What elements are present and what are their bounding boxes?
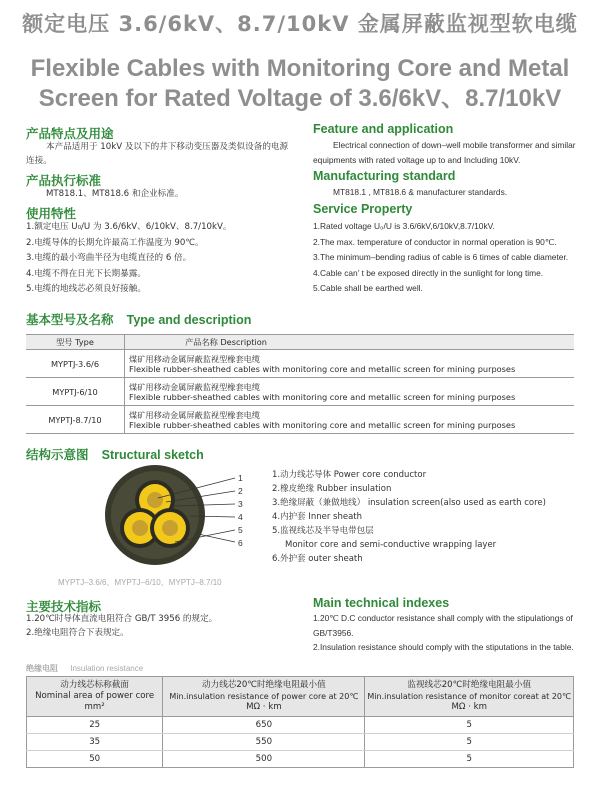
core-conductor-shape: [147, 492, 163, 508]
page-title-en-line1: Flexible Cables with Monitoring Core and Metal: [30, 55, 570, 82]
description-column-header: 产品名称 Description: [125, 335, 575, 350]
technical-item-cn: 1.20℃时导体直流电阻符合 GB/T 3956 的规定。: [26, 614, 218, 624]
types-heading: [26, 309, 251, 328]
monitor-cell: 5: [365, 734, 574, 751]
monitor-cell: 5: [365, 751, 574, 768]
table-row: [26, 350, 574, 378]
type-model: MYPTJ-6/10: [26, 378, 125, 406]
type-column-header: 型号 Type: [26, 335, 125, 350]
table-row: [27, 734, 574, 751]
cable-cross-section: [100, 462, 270, 572]
legend-item: 6.外护套 outer sheath: [272, 554, 363, 564]
technical-item-cn: 2.绝缘电阻符合下表规定。: [26, 628, 129, 638]
standard-heading-cn: 产品执行标准: [26, 173, 102, 188]
standard-heading-en: Manufacturing standard: [313, 169, 456, 183]
area-column-header: [27, 677, 163, 717]
power-column-header: [163, 677, 365, 717]
power-header-unit: MΩ · km: [246, 702, 282, 712]
leader-number: 1: [238, 473, 243, 483]
sketch-heading-cn: 结构示意图: [26, 447, 89, 462]
type-description-cn: 煤矿用移动金属屏蔽监视型橡套电缆: [129, 409, 261, 420]
technical-heading-en: Main technical indexes: [313, 596, 450, 610]
type-description-en: Flexible rubber-sheathed cables with monitoring core and metallic screen for mining purposes: [129, 391, 516, 402]
property-item-en: 5.Cable shall be earthed well.: [313, 283, 423, 293]
power-cell: 500: [163, 751, 365, 768]
property-item-cn: 2.电缆导体的长期允许最高工作温度为 90℃。: [26, 237, 204, 248]
power-header-cn: 动力线芯20℃时绝缘电阻最小值: [202, 680, 326, 690]
property-list-cn: [26, 220, 306, 298]
leader-number: 2: [238, 486, 243, 496]
legend-item: 4.内护套 Inner sheath: [272, 512, 362, 522]
leader-number: 3: [238, 499, 243, 509]
insulation-caption-en: Insulation resistance: [70, 664, 144, 673]
table-row: [27, 751, 574, 768]
property-item-cn: 1.额定电压 U₀/U 为 3.6/6kV、6/10kV、8.7/10kV。: [26, 222, 232, 232]
technical-heading-cn: 主要技术指标: [26, 599, 102, 614]
property-item-en: 4.Cable can’ t be exposed directly in the sunlight for long time.: [313, 267, 544, 278]
property-heading-en: Service Property: [313, 202, 413, 216]
page-title-en-line2: Screen for Rated Voltage of 3.6/6kV、8.7/10kV: [38, 85, 562, 112]
insulation-table-header: [27, 677, 574, 717]
property-item-en: 3.The minimum–bending radius of cable is 6 times of cable diameter.: [313, 252, 569, 262]
features-text-en: Electrical connection of down–well mobile transformer and similar equipments with rated voltage up to and Including 10kV.: [313, 140, 576, 165]
technical-list-cn: [26, 612, 306, 640]
power-header-en: Min.insulation resistance of power core at 20℃: [169, 692, 359, 701]
insulation-table: [26, 676, 574, 768]
property-heading-cn: 使用特性: [26, 206, 77, 221]
type-description-cn: 煤矿用移动金属屏蔽监视型橡套电缆: [129, 381, 261, 392]
legend-item: 3.绝缘屏蔽（兼做地线） insulation screen(also used as earth core): [272, 498, 546, 508]
core-conductor-shape: [162, 520, 178, 536]
area-cell: 35: [27, 734, 163, 751]
monitor-cell: 5: [365, 717, 574, 734]
insulation-caption: [26, 663, 143, 674]
legend-item: 2.橡皮绝缘 Rubber insulation: [272, 484, 392, 494]
property-list-en: [313, 219, 581, 297]
property-item-en: 2.The max. temperature of conductor in normal operation is 90℃.: [313, 236, 557, 247]
property-item-cn: 5.电缆的地线芯必须良好接触。: [26, 284, 146, 294]
power-cell: 550: [163, 734, 365, 751]
area-header-cn: 动力线芯标称截面: [60, 680, 130, 690]
monitor-column-header: [365, 677, 574, 717]
type-description: [125, 378, 575, 406]
leader-number: 5: [238, 525, 243, 535]
sketch-caption: MYPTJ–3.6/6、MYPTJ–6/10、MYPTJ–8.7/10: [58, 578, 222, 587]
type-description: [125, 350, 575, 378]
legend-item: Monitor core and semi-conductive wrapping layer: [285, 540, 497, 550]
property-item-en: 1.Rated voltage U₀/U is 3.6/6kV,6/10kV,8.7/10kV.: [313, 221, 495, 231]
monitor-header-cn: 监视线芯20℃时绝缘电阻最小值: [407, 680, 532, 690]
leader-line: [198, 534, 235, 542]
type-model: MYPTJ-3.6/6: [26, 350, 125, 378]
types-heading-en: Type and description: [126, 313, 252, 327]
type-description-en: Flexible rubber-sheathed cables with monitoring core and metallic screen for mining purposes: [129, 419, 516, 430]
leader-number: 6: [238, 538, 243, 548]
type-table-header: [26, 335, 574, 350]
standard-text-en: MT818.1 , MT818.6 & manufacturer standards.: [333, 187, 508, 197]
sketch-heading: [26, 444, 204, 463]
table-row: [26, 378, 574, 406]
sketch-legend: [272, 468, 582, 566]
features-heading-en: Feature and application: [313, 122, 454, 136]
technical-item-en: 2.Insulation resistance should comply with the stiputations in the table.: [313, 642, 574, 652]
type-table: [26, 334, 574, 434]
area-cell: 50: [27, 751, 163, 768]
page-title-cn: 额定电压 3.6/6kV、8.7/10kV 金属屏蔽监视型软电缆: [22, 12, 578, 36]
types-heading-cn: 基本型号及名称: [26, 312, 114, 327]
area-cell: 25: [27, 717, 163, 734]
type-model: MYPTJ-8.7/10: [26, 406, 125, 434]
area-header-unit: mm²: [84, 702, 105, 712]
sketch-heading-en: Structural sketch: [101, 448, 204, 462]
insulation-caption-cn: 绝缘电阻: [26, 664, 58, 673]
technical-item-en: 1.20℃ D.C conductor resistance shall comply with the stipulationgs of GB/T3956.: [313, 613, 573, 638]
type-description: [125, 406, 575, 434]
technical-list-en: [313, 611, 583, 655]
property-item-cn: 4.电缆不得在日光下长期暴露。: [26, 268, 146, 279]
table-row: [26, 406, 574, 434]
monitor-header-en: Min.insulation resistance of monitor coreat at 20℃: [367, 692, 571, 701]
standard-text-cn: MT818.1、MT818.6 和企业标准。: [46, 189, 184, 199]
type-description-en: Flexible rubber-sheathed cables with monitoring core and metallic screen for mining purposes: [129, 363, 516, 374]
leader-numbers: [238, 473, 243, 548]
property-item-cn: 3.电缆的最小弯曲半径为电缆直径的 6 倍。: [26, 253, 192, 263]
power-cell: 650: [163, 717, 365, 734]
legend-item: 5.监视线芯及半导电带包层: [272, 526, 374, 536]
leader-number: 4: [238, 512, 243, 522]
type-description-cn: 煤矿用移动金属屏蔽监视型橡套电缆: [129, 353, 261, 364]
table-row: [27, 717, 574, 734]
features-heading-cn: 产品特点及用途: [26, 126, 114, 141]
area-header-en: Nominal area of power core: [35, 691, 155, 701]
monitor-header-unit: MΩ · km: [451, 702, 487, 712]
core-conductor-shape: [132, 520, 148, 536]
legend-item: 1.动力线芯导体 Power core conductor: [272, 470, 427, 480]
features-text-cn: 本产品适用于 10kV 及以下的井下移动变压器及类似设备的电源连接。: [26, 142, 289, 166]
